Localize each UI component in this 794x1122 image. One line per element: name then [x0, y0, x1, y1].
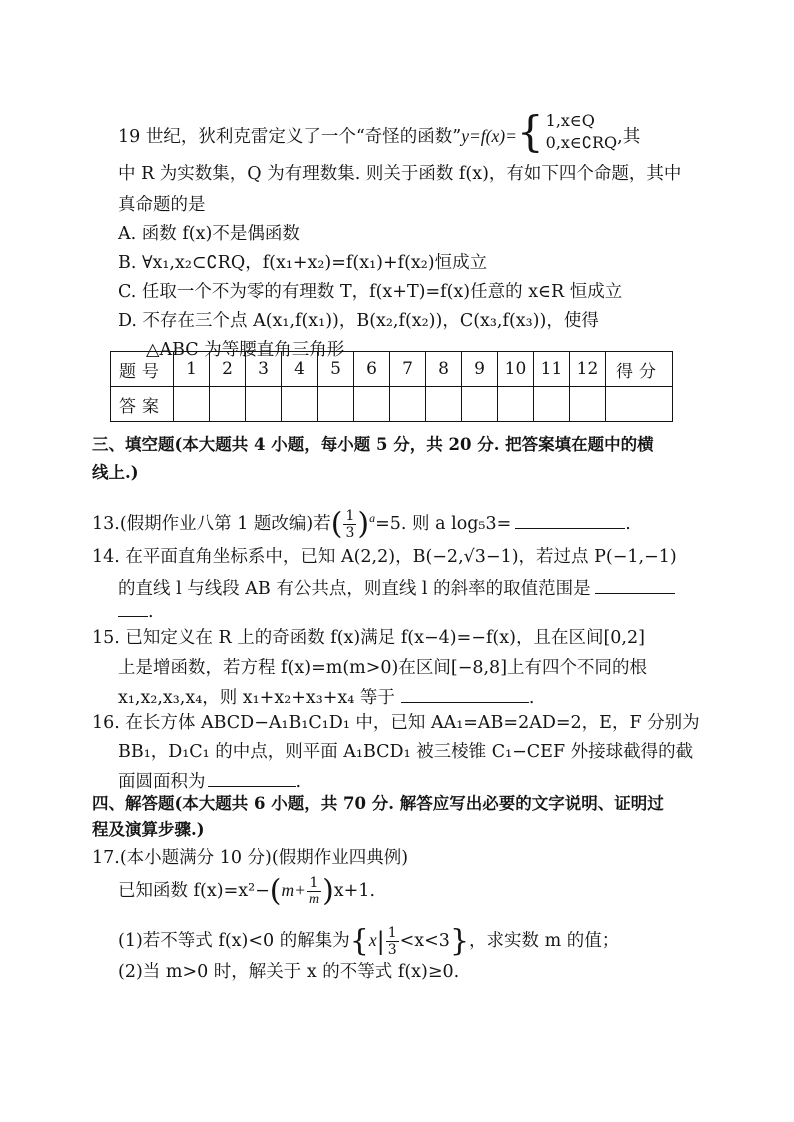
q12-option-d-line2: △ABC 为等腰直角三角形 [146, 340, 345, 360]
answer-cell[interactable] [498, 387, 534, 422]
question-number-cell: 6 [354, 352, 390, 387]
question-number-cell: 2 [210, 352, 246, 387]
q17-given [118, 870, 375, 910]
answer-cell[interactable] [534, 387, 570, 422]
question-number-cell: 10 [498, 352, 534, 387]
q12-option-c: C. 任取一个不为零的有理数 T，f(x+T)=f(x)任意的 x∈R 恒成立 [118, 282, 623, 302]
q15-line3-text: x₁,x₂,x₃,x₄，则 x₁+x₂+x₃+x₄ 等于 [118, 688, 395, 708]
answer-table [110, 351, 673, 422]
q13 [92, 500, 631, 542]
q14-answer-blank-cont[interactable] [118, 598, 148, 617]
q12-case2: 0,x∈∁RQ [545, 133, 618, 152]
q12-case1: 1,x∈Q [545, 111, 595, 130]
q12-option-b: B. ∀x₁,x₂⊂∁RQ，f(x₁+x₂)=f(x₁)+f(x₂)恒成立 [118, 253, 488, 273]
q17-part2: (2)当 m>0 时，解关于 x 的不等式 f(x)≥0. [118, 962, 460, 982]
question-number-cell: 3 [246, 352, 282, 387]
answer-cell[interactable] [390, 387, 426, 422]
left-paren-icon: ( [269, 873, 282, 909]
q12-line3: 真命题的是 [118, 195, 206, 215]
q16-answer-blank[interactable] [208, 768, 296, 787]
answer-cell[interactable] [570, 387, 606, 422]
q17-p1-pre: (1)若不等式 f(x)<0 的解集为 [118, 931, 350, 951]
q13-exponent: a [369, 511, 376, 525]
q12-option-d-line1: D. 不存在三个点 A(x₁,f(x₁))，B(x₂,f(x₂))，C(x₃,f(x₃))，使得 [118, 311, 599, 331]
q15-answer-blank[interactable] [401, 684, 529, 703]
answer-cell[interactable] [174, 387, 210, 422]
q15-end: . [528, 688, 535, 708]
q14-answer-blank[interactable] [595, 575, 675, 594]
right-paren-icon: ) [322, 873, 334, 909]
q12-func-lhs: y=f(x)= [461, 126, 517, 146]
left-brace-icon: { [516, 107, 544, 156]
q14-line3 [118, 598, 154, 624]
answer-cell[interactable] [210, 387, 246, 422]
section4-title-cont: 程及演算步骤.) [92, 820, 205, 839]
q17-fraction [307, 875, 321, 908]
section3-title: 三、填空题(本大题共 4 小题，每小题 5 分，共 20 分. 把答案填在题中的横 [92, 435, 654, 454]
bar-icon: | [376, 927, 385, 956]
q12-intro: 19 世纪，狄利克雷定义了一个“奇怪的函数” [118, 127, 462, 147]
score-label: 得分 [606, 352, 673, 387]
section3-title-cont: 线上.) [92, 463, 139, 482]
q14-line2-text: 的直线 l 与线段 AB 有公共点，则直线 l 的斜率的取值范围是 [118, 579, 591, 599]
q12-line1 [118, 107, 641, 158]
q16-line2: BB₁，D₁C₁ 的中点，则平面 A₁BCD₁ 被三棱锥 C₁−CEF 外接球截得的截 [118, 742, 694, 762]
right-brace-icon: } [449, 923, 470, 959]
question-number-cell: 11 [534, 352, 570, 387]
q17-given-post: x+1. [333, 881, 376, 901]
question-number-cell: 8 [426, 352, 462, 387]
q17-p1-set-var: x [368, 930, 377, 950]
q17-p1-frac-den: 3 [387, 942, 397, 958]
question-number-cell: 12 [570, 352, 606, 387]
q16-line1: 16. 在长方体 ABCD−A₁B₁C₁D₁ 中，已知 AA₁=AB=2AD=2，E，F 分别为 [92, 713, 700, 733]
q17-head: 17.(本小题满分 10 分)(假期作业四典例) [92, 848, 409, 868]
question-number-cell: 4 [282, 352, 318, 387]
question-number-cell: 5 [318, 352, 354, 387]
q17-frac-den: m [308, 892, 320, 907]
q17-p1-post: ，求实数 m 的值； [469, 931, 620, 951]
q15-line3 [118, 684, 534, 710]
q13-post: =5. 则 a log₅3= [375, 513, 512, 534]
question-number-cell: 9 [462, 352, 498, 387]
q15-line2: 上是增函数，若方程 f(x)=m(m>0)在区间[−8,8]上有四个不同的根 [118, 658, 648, 678]
q13-frac-num: 1 [345, 507, 355, 524]
answer-cell[interactable] [318, 387, 354, 422]
q17-frac-num: 1 [307, 875, 321, 892]
left-brace-icon: { [349, 923, 369, 959]
q13-answer-blank[interactable] [515, 510, 625, 529]
answer-label: 答案 [111, 387, 174, 422]
q12-piecewise [516, 107, 618, 165]
q17-p1-fraction [386, 925, 399, 958]
q17-given-pre: 已知函数 f(x)=x²− [118, 881, 270, 901]
answer-cell[interactable] [426, 387, 462, 422]
question-number-cell: 1 [174, 352, 210, 387]
q13-pre: 13.(假期作业八第 1 题改编)若 [92, 513, 331, 534]
q13-fraction [343, 508, 356, 541]
score-cell[interactable] [606, 387, 673, 422]
q16-end: . [295, 772, 302, 792]
section4-title: 四、解答题(本大题共 6 小题，共 70 分. 解答应写出必要的文字说明、证明过 [92, 794, 664, 813]
q13-end: . [625, 513, 631, 534]
q14-line2 [118, 575, 675, 601]
q17-given-m: m+ [281, 880, 306, 900]
question-number-label: 题号 [111, 352, 174, 387]
q12-line2: 中 R 为实数集，Q 为有理数集. 则关于函数 f(x)，有如下四个命题，其中 [118, 164, 682, 184]
q15-line1: 15. 已知定义在 R 上的奇函数 f(x)满足 f(x−4)=−f(x)，且在区间[0,2] [92, 628, 645, 648]
answer-table-answer-row [111, 387, 673, 422]
left-paren-icon: ( [330, 506, 343, 542]
q17-p1-set-post: <x<3 [399, 931, 450, 951]
answer-cell[interactable] [282, 387, 318, 422]
q14-line1: 14. 在平面直角坐标系中，已知 A(2,2)，B(−2,√3−1)，若过点 P(−1,−1) [92, 547, 677, 567]
q13-frac-den: 3 [345, 524, 355, 541]
q17-p1-frac-num: 1 [387, 925, 397, 941]
q14-end: . [148, 602, 154, 622]
answer-table-header-row [111, 352, 673, 387]
q12-intro-end: ,其 [617, 127, 641, 147]
answer-cell[interactable] [246, 387, 282, 422]
right-paren-icon: ) [357, 506, 370, 542]
answer-cell[interactable] [462, 387, 498, 422]
q17-part1 [118, 922, 619, 958]
question-number-cell: 7 [390, 352, 426, 387]
answer-cell[interactable] [354, 387, 390, 422]
q12-option-a: A. 函数 f(x)不是偶函数 [118, 224, 300, 244]
q16-line3-text: 面圆面积为 [118, 772, 206, 792]
q16-line3 [118, 768, 301, 794]
